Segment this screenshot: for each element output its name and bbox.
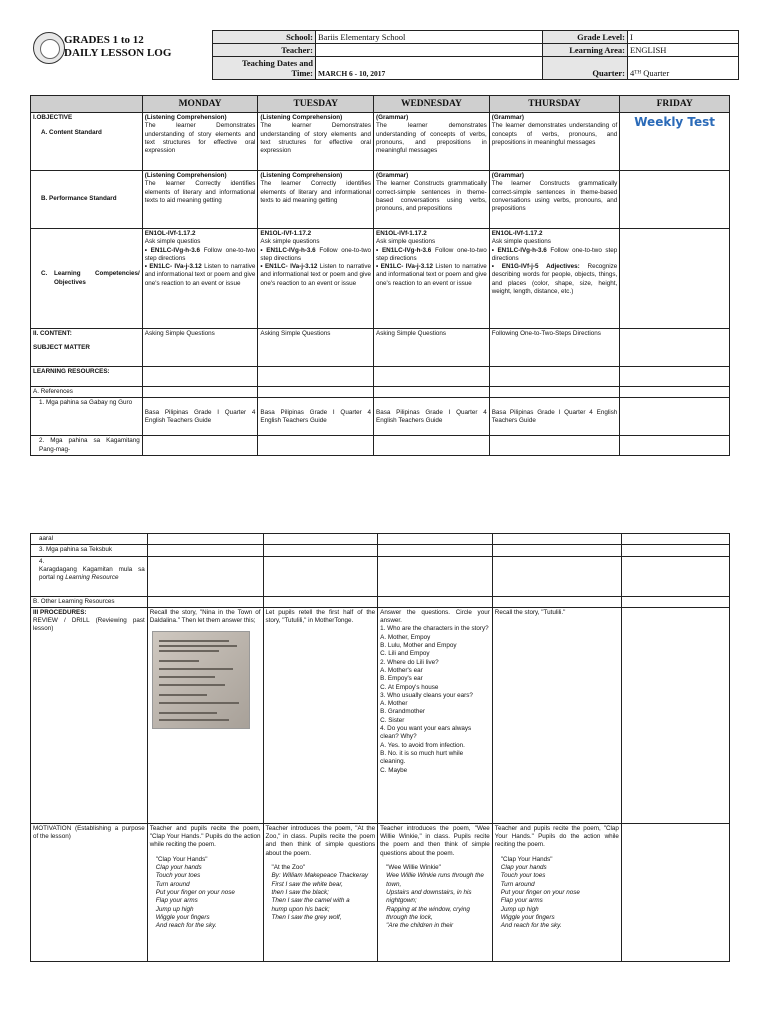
poem-line: Wiggle your fingers bbox=[500, 913, 555, 921]
content-value: Asking Simple Questions bbox=[374, 329, 490, 367]
quiz-item: A. Mother's ear bbox=[380, 666, 423, 674]
additional-label-italic: Learning Resource bbox=[65, 574, 119, 582]
teacher-guide-label: 1. Mga pahina sa Gabay ng Guro bbox=[31, 398, 143, 436]
competency-code: • EN1LC- IVa-j-3.12 bbox=[144, 263, 202, 271]
quiz-item: C. Sister bbox=[380, 716, 405, 724]
lesson-table-page2 bbox=[30, 533, 730, 962]
competency-text: Follow one-to-two step directions bbox=[376, 246, 487, 262]
competency-code: EN1OL-IVf-1.17.2 bbox=[144, 230, 196, 237]
teacher-guide-value: Basa Pilipinas Grade I Quarter 4 English Teachers Guide bbox=[258, 398, 374, 436]
poem-line: Flap your arms bbox=[500, 897, 543, 905]
quiz-item: A. Mother bbox=[380, 700, 408, 708]
poem-line: Touch your toes bbox=[155, 872, 201, 880]
day-header-tuesday: TUESDAY bbox=[258, 96, 374, 113]
content-value: Asking Simple Questions bbox=[258, 329, 374, 367]
content-head: (Listening Comprehension) bbox=[260, 114, 343, 121]
review-tuesday: Let pupils retell the first half of the story, "Tutulili," in MotherTonge. bbox=[263, 607, 378, 823]
day-header-wednesday: WEDNESDAY bbox=[374, 96, 490, 113]
poem-title: "Clap Your Hands" bbox=[155, 855, 208, 863]
procedures-label: III PROCEDURES: bbox=[33, 608, 87, 616]
review-label: REVIEW / DRILL (Reviewing past lesson) bbox=[33, 617, 145, 633]
content-value: Asking Simple Questions bbox=[142, 329, 258, 367]
competency-line: Ask simple questions bbox=[491, 238, 551, 246]
poem-line: Then I saw the grey wolf, bbox=[271, 913, 342, 921]
motivation-monday-intro: Teacher and pupils recite the poem, "Clap Your Hands." Pupils do the action while reciting the poem. bbox=[149, 824, 261, 849]
performance-body: The learner Correctly identifies elements of literary and informational texts to aid meaning getting bbox=[144, 180, 256, 204]
quiz-item: 1. Who are the characters in the story? bbox=[380, 625, 489, 633]
competency-line: Ask simple questions bbox=[376, 238, 436, 246]
quiz-item: 3. Who usually cleans your ears? bbox=[380, 691, 473, 699]
poem-line: Turn around bbox=[500, 880, 535, 888]
subject-matter-label: SUBJECT MATTER bbox=[33, 344, 90, 352]
performance-head: (Grammar) bbox=[491, 172, 524, 179]
performance-standard-label: B. Performance Standard bbox=[41, 195, 117, 203]
deped-seal-icon bbox=[33, 32, 65, 64]
competency-text: Listen to narrative and informational text or poem and give one's reaction to an event or issue bbox=[260, 263, 372, 287]
poem-line: Rapping at the window, crying through the lock, bbox=[386, 905, 470, 921]
lesson-table-page1 bbox=[30, 95, 730, 456]
poem-line: Wiggle your fingers bbox=[155, 913, 210, 921]
teacher-guide-value: Basa Pilipinas Grade I Quarter 4 English Teachers Guide bbox=[142, 398, 258, 436]
competency-code: EN1OL-IVf-1.17.2 bbox=[376, 230, 427, 237]
motivation-wednesday-intro: Teacher introduces the poem, "Wee Willie Winkie," in class. Pupils recite the poem and then think of simple questions about the poem. bbox=[380, 824, 490, 857]
dates-value: MARCH 6 - 10, 2017 bbox=[316, 57, 543, 80]
dates-label-2: Time: bbox=[291, 68, 313, 78]
quiz-item: C. Lili and Empoy bbox=[380, 650, 430, 658]
poem-line: Put your finger on your nose bbox=[155, 888, 235, 896]
day-header-monday: MONDAY bbox=[142, 96, 258, 113]
quiz-item: A. Mother, Empoy bbox=[380, 633, 431, 641]
poem-author: By: William Makepeace Thackeray bbox=[271, 872, 369, 880]
weekly-test-label: Weekly Test bbox=[634, 115, 716, 129]
title-line2: DAILY LESSON LOG bbox=[64, 47, 172, 59]
learner-material-label-cont: aaral bbox=[31, 534, 148, 545]
dates-label-1: Teaching Dates and bbox=[241, 58, 313, 68]
learner-material-label: 2. Mga pahina sa Kagamitang Pang-mag- bbox=[31, 436, 143, 456]
title-line1: GRADES 1 to 12 bbox=[64, 34, 144, 46]
quiz-item: 4. Do you want your ears always clean? Why? bbox=[380, 725, 472, 741]
competency-code: • EN1G-IVf-j-5 Adjectives: bbox=[491, 263, 580, 271]
poem-line: And reach for the sky. bbox=[155, 922, 217, 930]
competency-code: • EN1LC-IVg-h-3.6 bbox=[260, 246, 316, 254]
area-value: ENGLISH bbox=[628, 44, 739, 57]
quiz-item: B. No. it is so much hurt while cleaning. bbox=[380, 749, 464, 766]
performance-body: The learner Correctly identifies elements of literary and informational texts to aid meaning getting bbox=[260, 180, 372, 204]
competency-code: EN1OL-IVf-1.17.2 bbox=[260, 230, 312, 237]
poem-line: Clap your hands bbox=[500, 864, 547, 872]
competency-code: • EN1LC-IVg-h-3.6 bbox=[491, 246, 547, 254]
competency-code: • EN1LC- IVa-j-3.12 bbox=[376, 263, 434, 271]
quarter-value: 4ᵀᴴ Quarter bbox=[628, 57, 739, 80]
competency-text: Follow one-to-two step directions bbox=[260, 246, 372, 262]
competency-label: Learning Competencies/ Objectives bbox=[54, 270, 140, 286]
content-head: (Listening Comprehension) bbox=[144, 114, 227, 121]
quiz-item: C. Maybe bbox=[380, 766, 408, 774]
area-label: Learning Area: bbox=[543, 44, 628, 57]
content-value: Following One-to-Two-Steps Directions bbox=[489, 329, 620, 367]
competency-code: • EN1LC- IVa-j-3.12 bbox=[260, 263, 318, 271]
competency-text: Follow one-to-two step directions bbox=[144, 246, 256, 262]
quiz-item: 2. Where do Lili live? bbox=[380, 658, 439, 666]
poem-line: And reach for the sky. bbox=[500, 922, 562, 930]
motivation-tuesday-intro: Teacher introduces the poem, "At the Zoo," in class. Pupils recite the poem and then think of simple questions about the poem. bbox=[265, 824, 376, 857]
poem-line: Clap your hands bbox=[155, 864, 202, 872]
teacher-value bbox=[316, 44, 543, 57]
motivation-label: MOTIVATION (Establishing a purpose of the lesson) bbox=[31, 823, 148, 961]
day-header-friday: FRIDAY bbox=[620, 96, 730, 113]
performance-head: (Listening Comprehension) bbox=[144, 172, 227, 179]
poem-line: Flap your arms bbox=[155, 897, 198, 905]
grade-label: Grade Level: bbox=[543, 31, 628, 44]
competency-line: Ask simple questions bbox=[260, 238, 320, 246]
poem-line: then I saw the black; bbox=[271, 888, 329, 896]
day-header-thursday: THURSDAY bbox=[489, 96, 620, 113]
poem-title: "Wee Willie Winkie" bbox=[386, 864, 441, 872]
content-standard-label: A. Content Standard bbox=[41, 129, 102, 137]
performance-head: (Listening Comprehension) bbox=[260, 172, 343, 179]
content-body: The learner Demonstrates understanding of story elements and text structures for effective oral expression bbox=[260, 122, 372, 155]
competency-text: Listen to narrative and informational text or poem and give one's reaction to an event or issue bbox=[144, 263, 256, 287]
motivation-thursday-intro: Teacher and pupils recite the poem, "Clap Your Hands." Pupils do the action while reciting the poem. bbox=[494, 824, 619, 849]
textbook-label: 3. Mga pahina sa Teksbuk bbox=[31, 545, 148, 556]
school-label: School: bbox=[213, 31, 316, 44]
additional-label-num: 4. bbox=[39, 557, 45, 565]
teacher-guide-value: Basa Pilipinas Grade I Quarter 4 English Teachers Guide bbox=[489, 398, 620, 436]
content-label: II. CONTENT: bbox=[33, 330, 72, 337]
poem-line: Touch your toes bbox=[500, 872, 546, 880]
poem-line: First I saw the white bear, bbox=[271, 880, 343, 888]
competency-line: Ask simple questios bbox=[144, 238, 201, 246]
performance-head: (Grammar) bbox=[376, 172, 409, 179]
quiz-item: B. Empoy's ear bbox=[380, 675, 423, 683]
worksheet-photo bbox=[152, 631, 250, 729]
corner-cell bbox=[31, 96, 143, 113]
teacher-guide-value: Basa Pilipinas Grade I Quarter 4 English Teachers Guide bbox=[374, 398, 490, 436]
poem-line: Jump up high bbox=[500, 905, 539, 913]
teacher-label: Teacher: bbox=[213, 44, 316, 57]
content-head: (Grammar) bbox=[376, 114, 409, 121]
poem-line: Wee Willie Winkie runs through the town, bbox=[386, 872, 484, 888]
grade-value: I bbox=[628, 31, 739, 44]
header-meta-table bbox=[212, 30, 739, 80]
review-thursday: Recall the story, "Tutulili." bbox=[492, 607, 621, 823]
quiz-item: A. Yes. to avoid from infection. bbox=[380, 741, 465, 749]
quarter-label: Quarter: bbox=[543, 57, 628, 80]
poem-line: Then I saw the camel with a bbox=[271, 897, 350, 905]
objective-title: I.OBJECTIVE bbox=[33, 114, 73, 121]
references-label: A. References bbox=[31, 387, 143, 398]
quiz-item: B. Grandmother bbox=[380, 708, 425, 716]
performance-body: The learner Constructs grammatically correct-simple sentences in theme-based conversations using verbs, pronouns, and prepositions bbox=[491, 180, 618, 213]
content-head: (Grammar) bbox=[491, 114, 524, 121]
competency-code: • EN1LC-IVg-h-3.6 bbox=[144, 246, 200, 254]
learning-resources-label: LEARNING RESOURCES: bbox=[31, 367, 143, 387]
competency-text: Follow one-to-two step directions bbox=[491, 246, 618, 262]
content-body: The learner Demonstrates understanding of story elements and text structures for effective oral expression bbox=[144, 122, 256, 155]
poem-line: Turn around bbox=[155, 880, 190, 888]
review-monday: Recall the story, "Nina in the Town of Daldalina." Then let them answer this; bbox=[149, 608, 261, 625]
poem-line: Upstairs and downstairs, in his nightgown; bbox=[386, 888, 472, 905]
competency-text: Listen to narrative and informational text or poem and give one's reaction to an event or issue bbox=[376, 263, 487, 287]
poem-line: Put your finger on your nose bbox=[500, 888, 580, 896]
poem-line: Jump up high bbox=[155, 905, 194, 913]
competency-code: • EN1LC-IVg-h-3.6 bbox=[376, 246, 432, 254]
poem-line: "Are the children in their bbox=[386, 922, 454, 930]
additional-label: Karagdagang Kagamitan mula sa portal ng bbox=[39, 565, 145, 582]
poem-title: "Clap Your Hands" bbox=[500, 855, 553, 863]
content-body: The learner demonstrates understanding of concepts of verbs, pronouns, and prepositions in meaningful messages bbox=[376, 122, 487, 155]
poem-title: "At the Zoo" bbox=[271, 864, 306, 872]
competency-text: Recognize describing words for people, objects, things, and places (color, shape, size, height, weight, length, distance, etc.) bbox=[491, 263, 618, 296]
other-resources-label: B. Other Learning Resources bbox=[31, 596, 148, 607]
competency-letter: C. bbox=[41, 270, 48, 278]
review-wednesday-intro: Answer the questions. Circle your answer. bbox=[380, 608, 490, 625]
school-value: Bariis Elementary School bbox=[316, 31, 543, 44]
quiz-item: C. At Empoy's house bbox=[380, 683, 439, 691]
poem-line: hump upon his back; bbox=[271, 905, 330, 913]
quiz-item: B. Lulu, Mother and Empoy bbox=[380, 642, 457, 650]
performance-body: The learner Constructs grammatically correct-simple sentences in theme-based conversations using verbs, pronouns, and prepositions bbox=[376, 180, 487, 213]
content-body: The learner demonstrates understanding of concepts of verbs, pronouns, and prepositions in meaningful messages bbox=[491, 122, 618, 146]
competency-code: EN1OL-IVf-1.17.2 bbox=[491, 230, 543, 237]
